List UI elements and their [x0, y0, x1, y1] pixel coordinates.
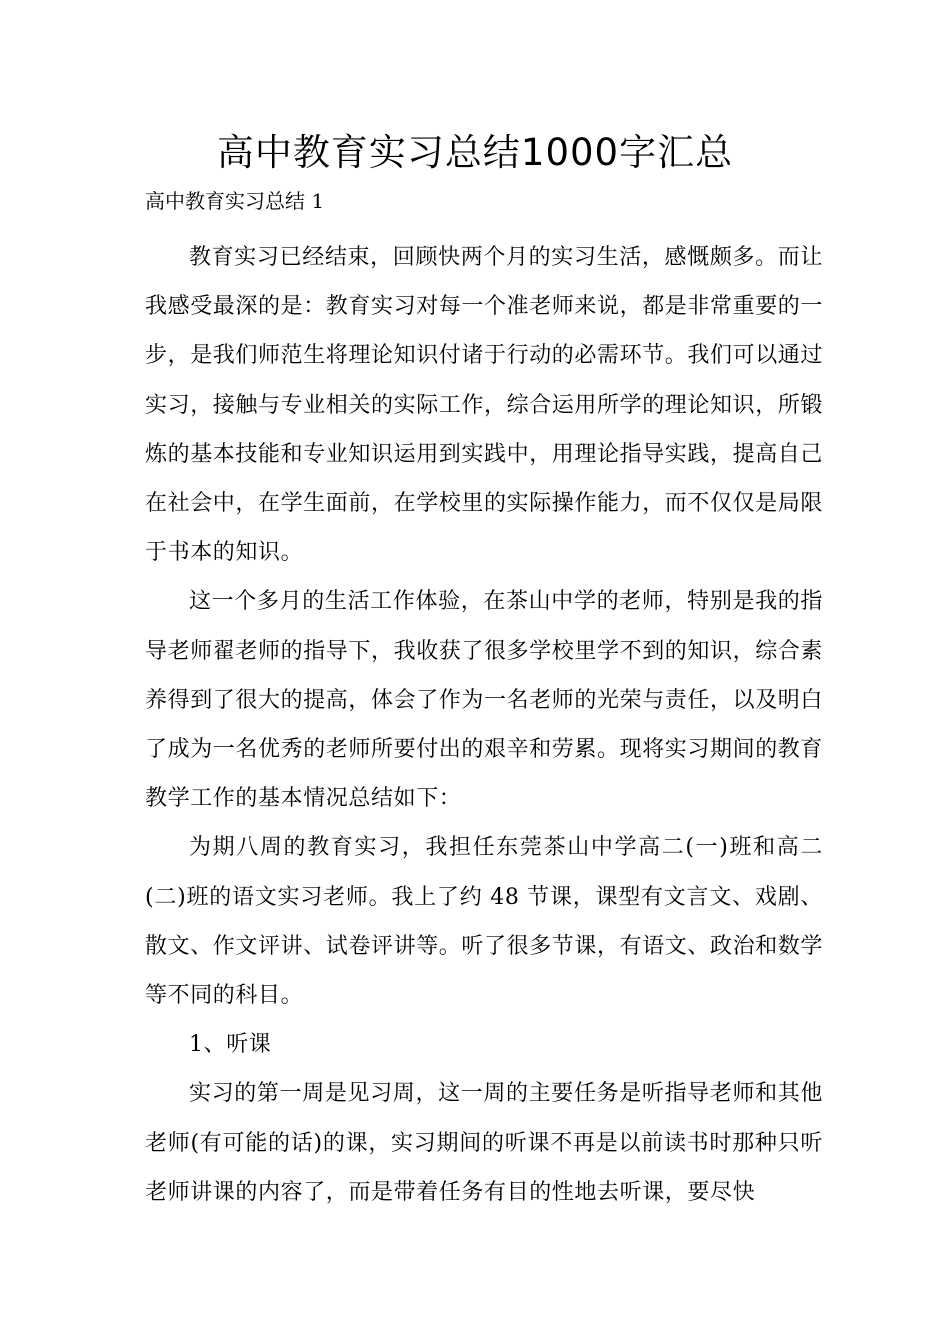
section-item-heading: 1、听课: [189, 1032, 272, 1058]
section-heading: 高中教育实习总结 1: [145, 189, 325, 213]
paragraph-4: 实习的第一周是见习周，这一周的主要任务是听指导老师和其他老师(有可能的话)的课，实习期间的听课不再是以前读书时那种只听老师讲课的内容了，而是带着任务有目的性地去听课，要尽快: [145, 1081, 823, 1205]
document-title: 高中教育实习总结1000字汇总: [216, 131, 734, 174]
paragraph-3: 为期八周的教育实习，我担任东莞茶山中学高二(一)班和高二(二)班的语文实习老师。我上了约 48 节课，课型有文言文、戏剧、散文、作文评讲、试卷评讲等。听了很多节课，有语文、政治和数学等不同的科目。: [145, 835, 824, 1009]
document-body: [145, 233, 823, 1217]
paragraph-1: 教育实习已经结束，回顾快两个月的实习生活，感慨颇多。而让我感受最深的是：教育实习对每一个准老师来说，都是非常重要的一步，是我们师范生将理论知识付诸于行动的必需环节。我们可以通过实习，接触与专业相关的实际工作，综合运用所学的理论知识，所锻炼的基本技能和专业知识运用到实践中，用理论指导实践，提高自己在社会中，在学生面前，在学校里的实际操作能力，而不仅仅是局限于书本的知识。: [145, 245, 824, 566]
paragraph-2: 这一个多月的生活工作体验，在茶山中学的老师，特别是我的指导老师翟老师的指导下，我收获了很多学校里学不到的知识，综合素养得到了很大的提高，体会了作为一名老师的光荣与责任，以及明白了成为一名优秀的老师所要付出的艰辛和劳累。现将实习期间的教育教学工作的基本情况总结如下：: [145, 589, 824, 812]
